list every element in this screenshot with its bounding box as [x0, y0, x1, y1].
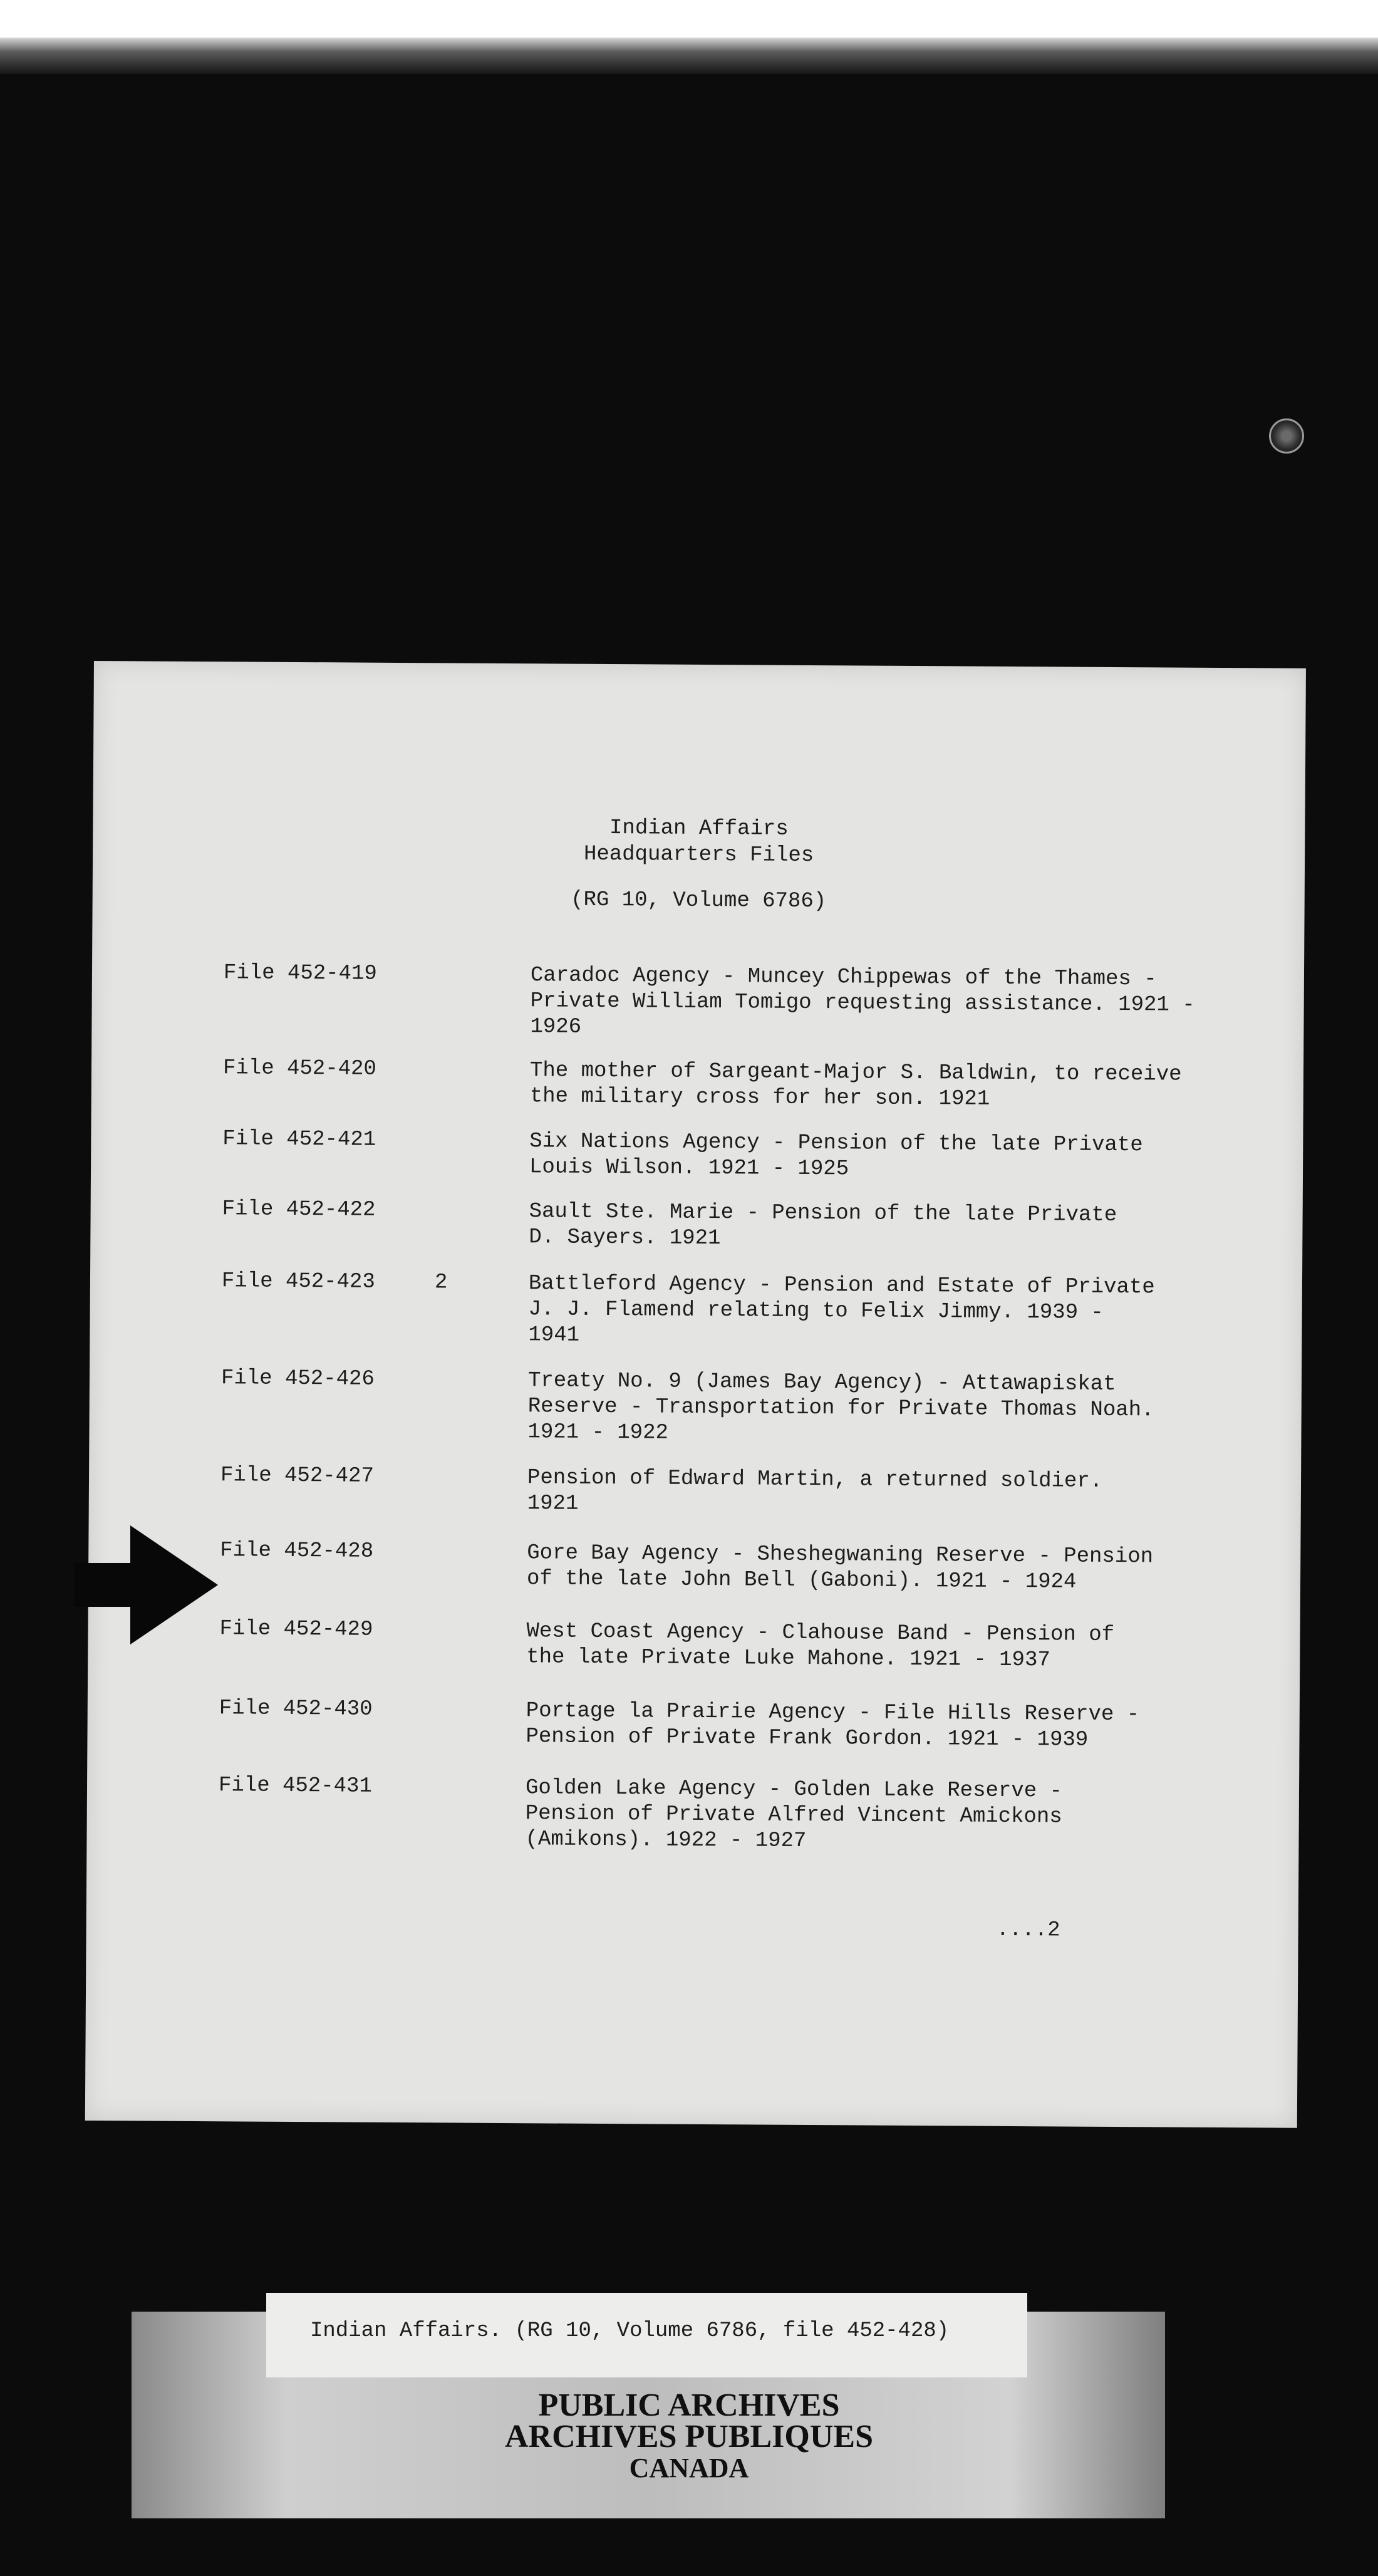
- file-entry: [88, 1538, 1300, 1594]
- pointer-arrow-icon: [74, 1525, 224, 1644]
- file-description: Treaty No. 9 (James Bay Agency) - Attawapiskat Reserve - Transportation for Private Thomas Noah. 1921 - 1922: [527, 1369, 1154, 1445]
- file-entry: [90, 1269, 1302, 1348]
- file-number: File 452-428: [220, 1539, 374, 1564]
- file-description: Caradoc Agency - Muncey Chippewas of the Thames - Private William Tomigo requesting assistance. 1921 - 1926: [530, 963, 1195, 1039]
- file-number: File 452-423: [221, 1269, 375, 1294]
- top-white-strip: [0, 0, 1378, 38]
- file-entry: [87, 1773, 1299, 1853]
- stamp-line-1: PUBLIC ARCHIVES: [538, 2387, 840, 2423]
- file-entry: [88, 1616, 1300, 1673]
- file-entry: [91, 1126, 1303, 1182]
- document-page: [85, 661, 1306, 2128]
- file-description: Battleford Agency - Pension and Estate of Private J. J. Flamend relating to Felix Jimmy. 1939 - 1941: [528, 1272, 1155, 1348]
- stamp-line-3: CANADA: [629, 2453, 749, 2483]
- file-entry: [90, 1366, 1302, 1445]
- file-number: File 452-427: [220, 1463, 375, 1488]
- file-description: West Coast Agency - Clahouse Band - Pension of the late Private Luke Mahone. 1921 - 1937: [526, 1619, 1115, 1673]
- film-top-edge: [0, 38, 1378, 74]
- file-description: Portage la Prairie Agency - File Hills Reserve - Pension of Private Frank Gordon. 1921 - 1939: [526, 1699, 1140, 1752]
- file-number: File 452-426: [220, 1366, 375, 1391]
- archives-stamp: [313, 2387, 1065, 2484]
- film-punch-hole: [1269, 418, 1304, 454]
- margin-mark: 2: [434, 1270, 448, 1295]
- file-entry: [92, 960, 1304, 1039]
- header-line-1: Indian Affairs: [609, 816, 789, 841]
- caption-box: [266, 2293, 1027, 2377]
- file-number: File 452-421: [222, 1127, 376, 1152]
- file-description: Gore Bay Agency - Sheshegwaning Reserve - Pension of the late John Bell (Gaboni). 1921 - 1924: [526, 1541, 1154, 1594]
- file-entry: [91, 1197, 1303, 1251]
- page-continuation: ....2: [996, 1918, 1060, 1943]
- caption-text: Indian Affairs. (RG 10, Volume 6786, file 452-428): [310, 2319, 950, 2343]
- file-entry: [89, 1463, 1301, 1516]
- file-description: The mother of Sargeant-Major S. Baldwin, to receive the military cross for her son. 1921: [529, 1059, 1182, 1111]
- file-entry: [88, 1696, 1300, 1752]
- file-description: Six Nations Agency - Pension of the late Private Louis Wilson. 1921 - 1925: [529, 1130, 1143, 1182]
- file-number: File 452-429: [219, 1617, 373, 1642]
- header-line-2: Headquarters Files: [583, 842, 814, 868]
- file-number: File 452-431: [218, 1774, 372, 1799]
- file-number: File 452-422: [222, 1197, 376, 1222]
- file-number: File 452-420: [222, 1056, 376, 1081]
- file-number: File 452-419: [223, 961, 377, 986]
- file-description: Pension of Edward Martin, a returned soldier. 1921: [527, 1466, 1103, 1516]
- file-entry: [91, 1056, 1303, 1111]
- stamp-line-2: ARCHIVES PUBLIQUES: [504, 2419, 874, 2454]
- header-line-3: (RG 10, Volume 6786): [571, 888, 827, 914]
- file-description: Golden Lake Agency - Golden Lake Reserve - Pension of Private Alfred Vincent Amickons (Amikons). 1922 - 1927: [525, 1776, 1063, 1853]
- file-description: Sault Ste. Marie - Pension of the late Private D. Sayers. 1921: [529, 1200, 1117, 1251]
- file-number: File 452-430: [219, 1696, 373, 1722]
